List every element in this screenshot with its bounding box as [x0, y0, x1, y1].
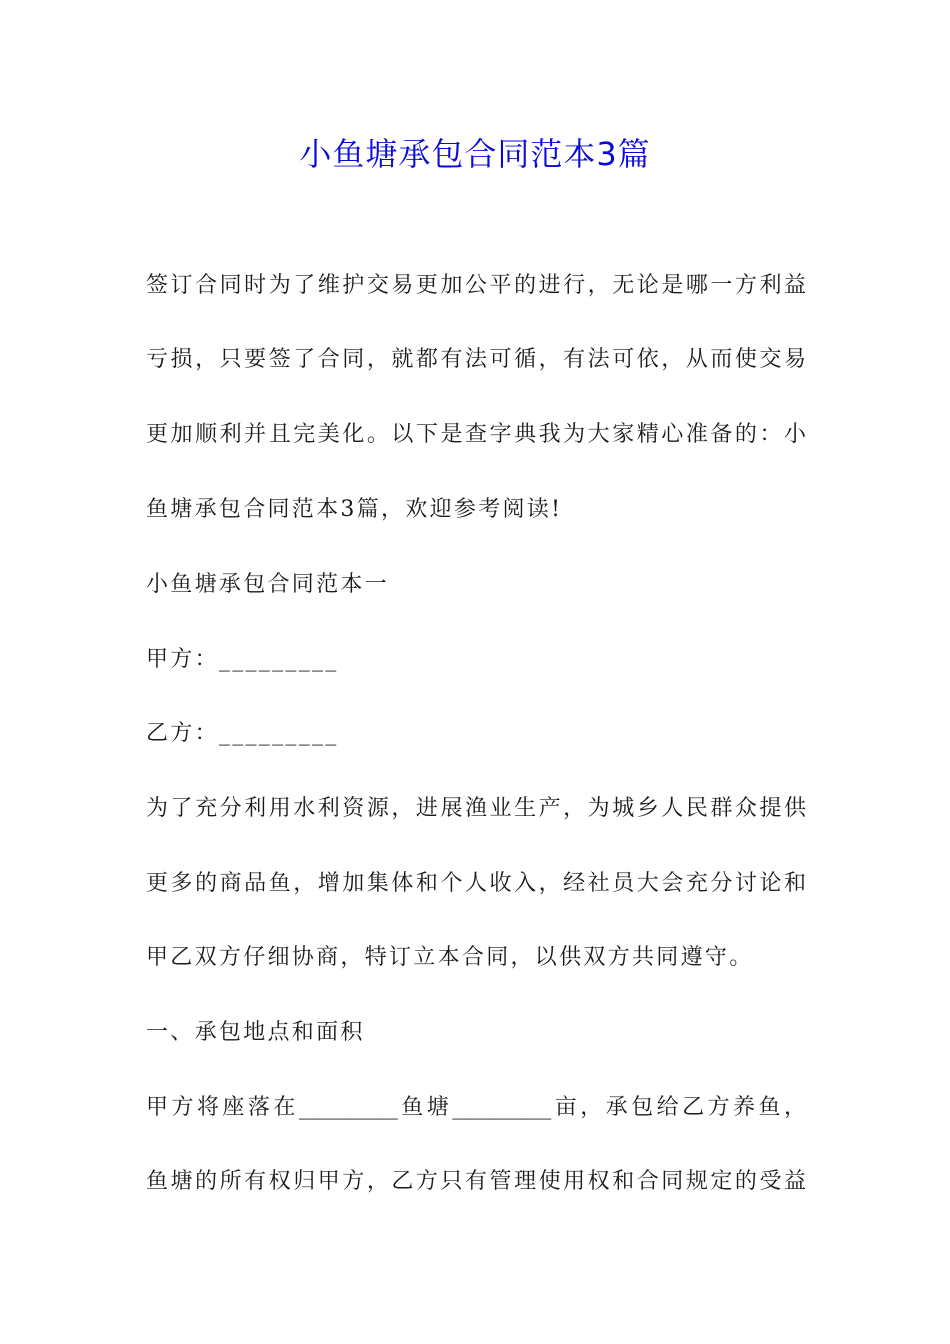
- paragraph-line: 签订合同时为了维护交易更加公平的进行，无论是哪一方利益: [146, 273, 806, 298]
- document-title: 小鱼塘承包合同范本3篇: [299, 135, 651, 173]
- clause-heading: 一、承包地点和面积: [146, 1020, 365, 1045]
- section-heading: 小鱼塘承包合同范本一: [146, 572, 390, 597]
- paragraph-line: 更多的商品鱼，增加集体和个人收入，经社员大会充分讨论和: [146, 871, 806, 896]
- paragraph-line: 为了充分利用水利资源，进展渔业生产，为城乡人民群众提供: [146, 796, 806, 821]
- paragraph-line: 亏损，只要签了合同，就都有法可循，有法可依，从而使交易: [146, 347, 806, 372]
- paragraph-line: 鱼塘的所有权归甲方，乙方只有管理使用权和合同规定的受益: [146, 1169, 806, 1194]
- paragraph-line: 鱼塘承包合同范本3篇，欢迎参考阅读!: [146, 497, 563, 522]
- paragraph-line: 更加顺利并且完美化。以下是查字典我为大家精心准备的：小: [146, 422, 806, 447]
- paragraph-line: 甲乙双方仔细协商，特订立本合同，以供双方共同遵守。: [146, 945, 754, 970]
- party-a-field: 甲方：_________: [146, 647, 339, 672]
- paragraph-line: 甲方将座落在_________鱼塘_________亩，承包给乙方养鱼，: [146, 1095, 806, 1120]
- party-b-field: 乙方：_________: [146, 721, 339, 746]
